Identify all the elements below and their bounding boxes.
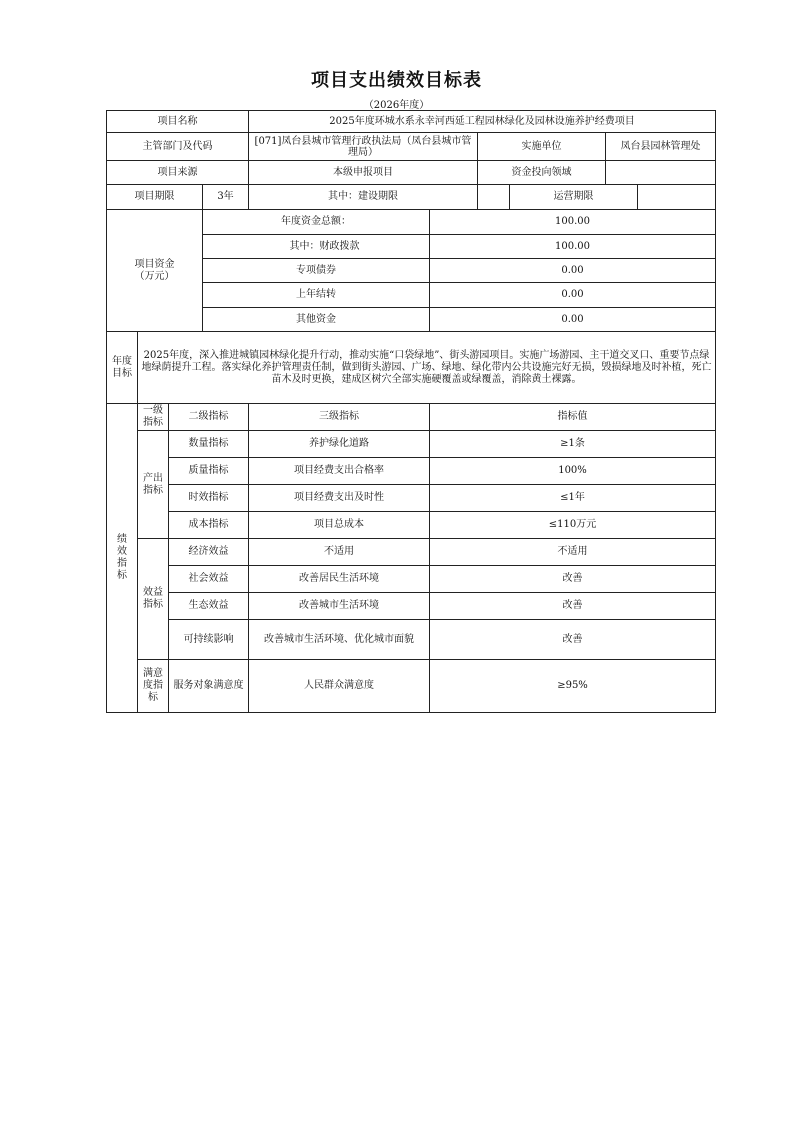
- indicator-l2: 成本指标: [169, 512, 249, 539]
- indicator-header-row: [107, 404, 716, 431]
- indicator-value: ≤110万元: [430, 512, 716, 539]
- indicator-l2: 经济效益: [169, 539, 249, 566]
- indicator-value: 改善: [430, 620, 716, 660]
- indicator-l2: 可持续影响: [169, 620, 249, 660]
- fund-value: 0.00: [430, 259, 716, 283]
- fund-label: 其他资金: [203, 308, 430, 332]
- build-period-label: 其中：建设期限: [328, 191, 398, 202]
- header-value: 指标值: [430, 404, 716, 431]
- source-label: 项目来源: [107, 161, 249, 185]
- indicator-l3: 项目总成本: [249, 512, 430, 539]
- indicator-l2: 数量指标: [169, 431, 249, 458]
- field-label: 资金投向领域: [478, 161, 606, 184]
- page-title: 项目支出绩效目标表: [311, 70, 482, 91]
- indicator-value: ≤1年: [430, 485, 716, 512]
- funds-unit: （万元）: [134, 270, 175, 282]
- indicator-l3: 改善城市生活环境、优化城市面貌: [249, 620, 430, 660]
- indicator-l3: 项目经费支出合格率: [249, 458, 430, 485]
- project-name-label: 项目名称: [107, 111, 249, 133]
- funds-label-cell: [107, 210, 203, 332]
- fund-value: 0.00: [430, 308, 716, 332]
- performance-target-table: [106, 110, 716, 713]
- unit-value: 凤台县园林管理处: [620, 140, 701, 152]
- source-value: 本级申报项目: [333, 166, 393, 178]
- indicator-l2: 社会效益: [169, 566, 249, 593]
- fund-label: 其中：财政拨款: [203, 235, 430, 259]
- indicator-row: [107, 431, 716, 458]
- indicator-row: [107, 512, 716, 539]
- dept-label: 主管部门及代码: [107, 133, 249, 161]
- indicator-l2: 生态效益: [169, 593, 249, 620]
- indicator-row: [107, 539, 716, 566]
- fund-label: 上年结转: [203, 283, 430, 308]
- fund-label: 年度资金总额：: [203, 210, 430, 235]
- row-period: [107, 185, 716, 210]
- indicator-l3: 改善居民生活环境: [249, 566, 430, 593]
- indicator-l3: 养护绿化道路: [249, 431, 430, 458]
- field-value: [606, 161, 716, 184]
- indicator-l3: 人民群众满意度: [249, 660, 430, 713]
- operate-period-label: 运营期限: [553, 191, 594, 202]
- project-name-value: 2025年度环城水系永幸河西延工程园林绿化及园林设施养护经费项目: [249, 111, 716, 133]
- period-value: 3年: [203, 185, 249, 210]
- row-dept: [107, 133, 716, 161]
- header-level1: 一级 指标: [138, 404, 169, 431]
- indicator-row: [107, 620, 716, 660]
- row-annual-goal: [107, 332, 716, 404]
- annual-goal-text: 2025年度，深入推进城镇园林绿化提升行动，推动实施“口袋绿地”、街头游园项目。实施广场游园、主干道交叉口、重要节点绿地绿荫提升工程。落实绿化养护管理责任制，做到街头游园、广场、绿地、绿化带内公共设施完好无损，毁损绿地及时补植，死亡苗木及时更换，建成区树穴全部实施硬覆盖或绿覆盖，消除黄土裸露。: [138, 332, 716, 404]
- indicator-value: 不适用: [430, 539, 716, 566]
- indicator-l3: 不适用: [249, 539, 430, 566]
- indicator-value: ≥95%: [430, 660, 716, 713]
- indicator-l2: 时效指标: [169, 485, 249, 512]
- header-level3: 三级指标: [249, 404, 430, 431]
- indicator-value: 改善: [430, 593, 716, 620]
- fund-value: 0.00: [430, 283, 716, 308]
- satisfaction-indicator-label: 满意 度指 标: [138, 660, 169, 713]
- unit-label: 实施单位: [478, 133, 606, 160]
- indicator-value: 100%: [430, 458, 716, 485]
- build-period-value: [478, 185, 510, 209]
- indicator-row-satisfaction: [107, 660, 716, 713]
- indicator-l2: 质量指标: [169, 458, 249, 485]
- indicator-group-label: 绩 效 指 标: [107, 404, 138, 713]
- indicator-row: [107, 485, 716, 512]
- indicator-row: [107, 566, 716, 593]
- fund-value: 100.00: [430, 235, 716, 259]
- header-level2: 二级指标: [169, 404, 249, 431]
- period-label: 项目期限: [107, 185, 203, 210]
- fund-value: 100.00: [430, 210, 716, 235]
- fund-row-total: [107, 210, 716, 235]
- indicator-l2: 服务对象满意度: [169, 660, 249, 713]
- annual-goal-label: 年度 目标: [107, 332, 138, 404]
- row-source: [107, 161, 716, 185]
- indicator-row: [107, 593, 716, 620]
- indicator-value: 改善: [430, 566, 716, 593]
- fund-label: 专项债券: [203, 259, 430, 283]
- output-indicator-label: 产出 指标: [138, 431, 169, 539]
- row-project-name: [107, 111, 716, 133]
- indicator-l3: 改善城市生活环境: [249, 593, 430, 620]
- operate-period-value: [638, 185, 716, 209]
- funds-label: 项目资金: [134, 258, 175, 270]
- indicator-row: [107, 458, 716, 485]
- report-year: （2026年度）: [363, 100, 430, 111]
- indicator-l3: 项目经费支出及时性: [249, 485, 430, 512]
- dept-value: [071]凤台县城市管理行政执法局（凤台县城市管理局）: [254, 135, 472, 158]
- indicator-value: ≥1条: [430, 431, 716, 458]
- effect-indicator-label: 效益 指标: [138, 539, 169, 660]
